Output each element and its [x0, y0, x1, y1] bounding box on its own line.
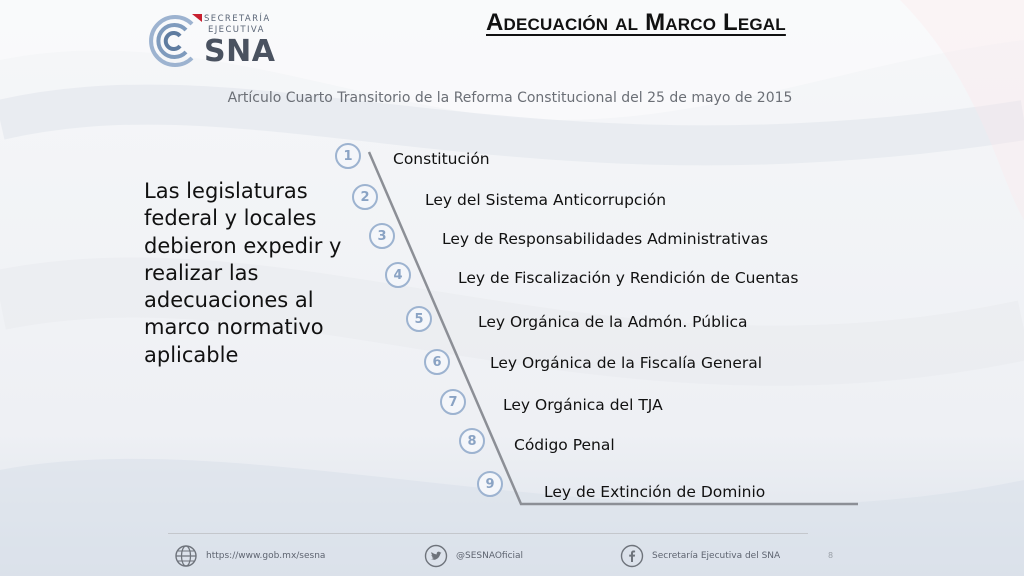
page-number: 8: [828, 551, 834, 560]
list-item-label: Ley de Responsabilidades Administrativas: [442, 230, 769, 248]
footer-website[interactable]: [174, 540, 325, 572]
list-item-label: Constitución: [393, 150, 490, 168]
list-item-label: Ley de Fiscalización y Rendición de Cuentas: [458, 269, 799, 287]
list-item-label: Ley de Extinción de Dominio: [544, 483, 766, 501]
website-link[interactable]: https://www.gob.mx/sesna: [206, 551, 326, 561]
footer-facebook[interactable]: [620, 540, 780, 572]
left-description: Las legislaturas federal y locales debieron expedir y realizar las adecuaciones al marco normativo aplicable: [144, 179, 342, 367]
facebook-page[interactable]: Secretaría Ejecutiva del SNA: [652, 551, 781, 561]
globe-icon: [174, 544, 198, 568]
number-badge: 6: [424, 349, 450, 375]
list-item-label: Ley Orgánica de la Admón. Pública: [478, 313, 748, 331]
twitter-icon: [424, 544, 448, 568]
org-acronym: SNA: [204, 34, 276, 69]
page-title: Adecuación al Marco Legal: [486, 9, 786, 36]
number-badge: 7: [440, 389, 466, 415]
number-badge: 1: [335, 143, 361, 169]
number-badge: 5: [406, 306, 432, 332]
twitter-handle[interactable]: @SESNAOficial: [456, 551, 524, 561]
subtitle-text: Artículo Cuarto Transitorio de la Reforma Constitucional del 25 de mayo de 2015: [227, 90, 793, 106]
number-badge: 4: [385, 262, 411, 288]
facebook-icon: [620, 544, 644, 568]
footer-twitter[interactable]: [424, 540, 523, 572]
number-badge: 9: [477, 471, 503, 497]
list-item-label: Ley Orgánica del TJA: [503, 396, 663, 414]
list-item-label: Código Penal: [514, 436, 615, 454]
list-item-label: Ley del Sistema Anticorrupción: [425, 191, 667, 209]
list-item-label: Ley Orgánica de la Fiscalía General: [490, 354, 763, 372]
org-name-line2: EJECUTIVA: [208, 25, 265, 35]
number-badge: 8: [459, 428, 485, 454]
org-name-line1: SECRETARÍA: [204, 14, 271, 24]
number-badge: 2: [352, 184, 378, 210]
footer-divider: [168, 533, 808, 534]
number-badge: 3: [369, 223, 395, 249]
